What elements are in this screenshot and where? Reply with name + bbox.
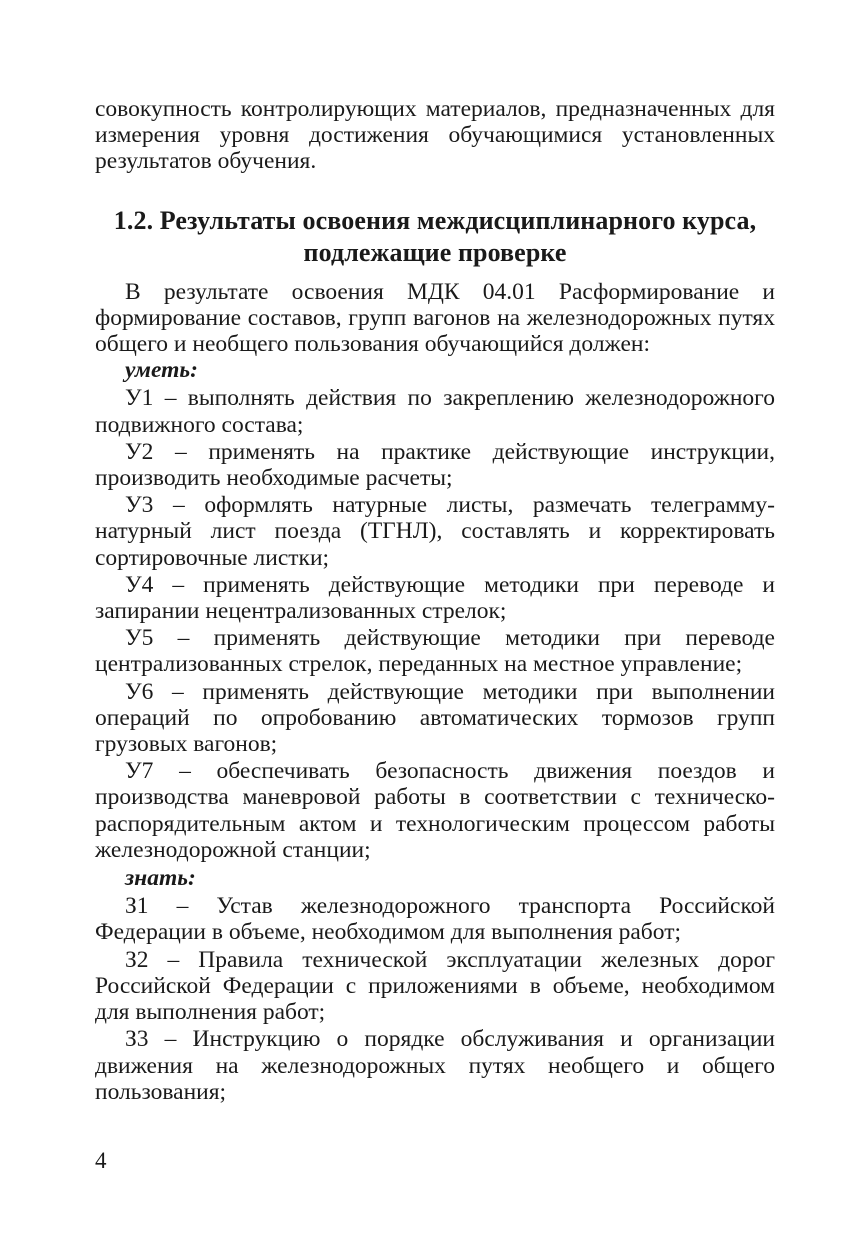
list-item: У1 – выполнять действия по закреплению железнодорожного подвижного состава; bbox=[95, 385, 775, 438]
skills-list bbox=[95, 385, 775, 863]
page-number: 4 bbox=[95, 1148, 107, 1173]
list-item: З3 – Инструкцию о порядке обслуживания и организации движения на железнодорожных путях необщего и общего пользования; bbox=[95, 1026, 775, 1105]
list-item: У7 – обеспечивать безопасность движения поездов и производства маневровой работы в соответствии с техническо-распорядительным актом и технологическим процессом работы железнодорожной станции; bbox=[95, 758, 775, 863]
list-item: У6 – применять действующие методики при выполнении операций по опробованию автоматических тормозов групп грузовых вагонов; bbox=[95, 678, 775, 758]
section-title: 1.2. Результаты освоения междисциплинарного курса, подлежащие проверке bbox=[113, 205, 757, 267]
list-item: З2 – Правила технической эксплуатации железных дорог Российской Федерации с приложениями в объеме, необходимом для выполнения работ; bbox=[95, 946, 775, 1026]
list-item: З1 – Устав железнодорожного транспорта Российской Федерации в объеме, необходимом для выполнения работ; bbox=[95, 893, 775, 946]
section-lead-paragraph: В результате освоения МДК 04.01 Расформирование и формирование составов, групп вагонов на железнодорожных путях общего и необщего пользования обучающийся должен: bbox=[95, 278, 775, 358]
list-item: У3 – оформлять натурные листы, размечать телеграмму-натурный лист поезда (ТГНЛ), составлять и корректировать сортировочные листки; bbox=[95, 492, 775, 571]
list-item: У4 – применять действующие методики при переводе и запирании нецентрализованных стрелок; bbox=[95, 571, 775, 625]
knowledge-heading: знать: bbox=[125, 865, 196, 892]
knowledge-list bbox=[95, 893, 775, 1105]
skills-heading: уметь: bbox=[125, 357, 198, 384]
intro-paragraph: совокупность контролирующих материалов, предназначенных для измерения уровня достижения обучающимися установленных результатов обучения. bbox=[95, 96, 775, 175]
list-item: У5 – применять действующие методики при переводе централизованных стрелок, переданных на местное управление; bbox=[95, 625, 775, 678]
list-item: У2 – применять на практике действующие инструкции, производить необходимые расчеты; bbox=[95, 438, 775, 492]
document-page bbox=[95, 96, 775, 1106]
